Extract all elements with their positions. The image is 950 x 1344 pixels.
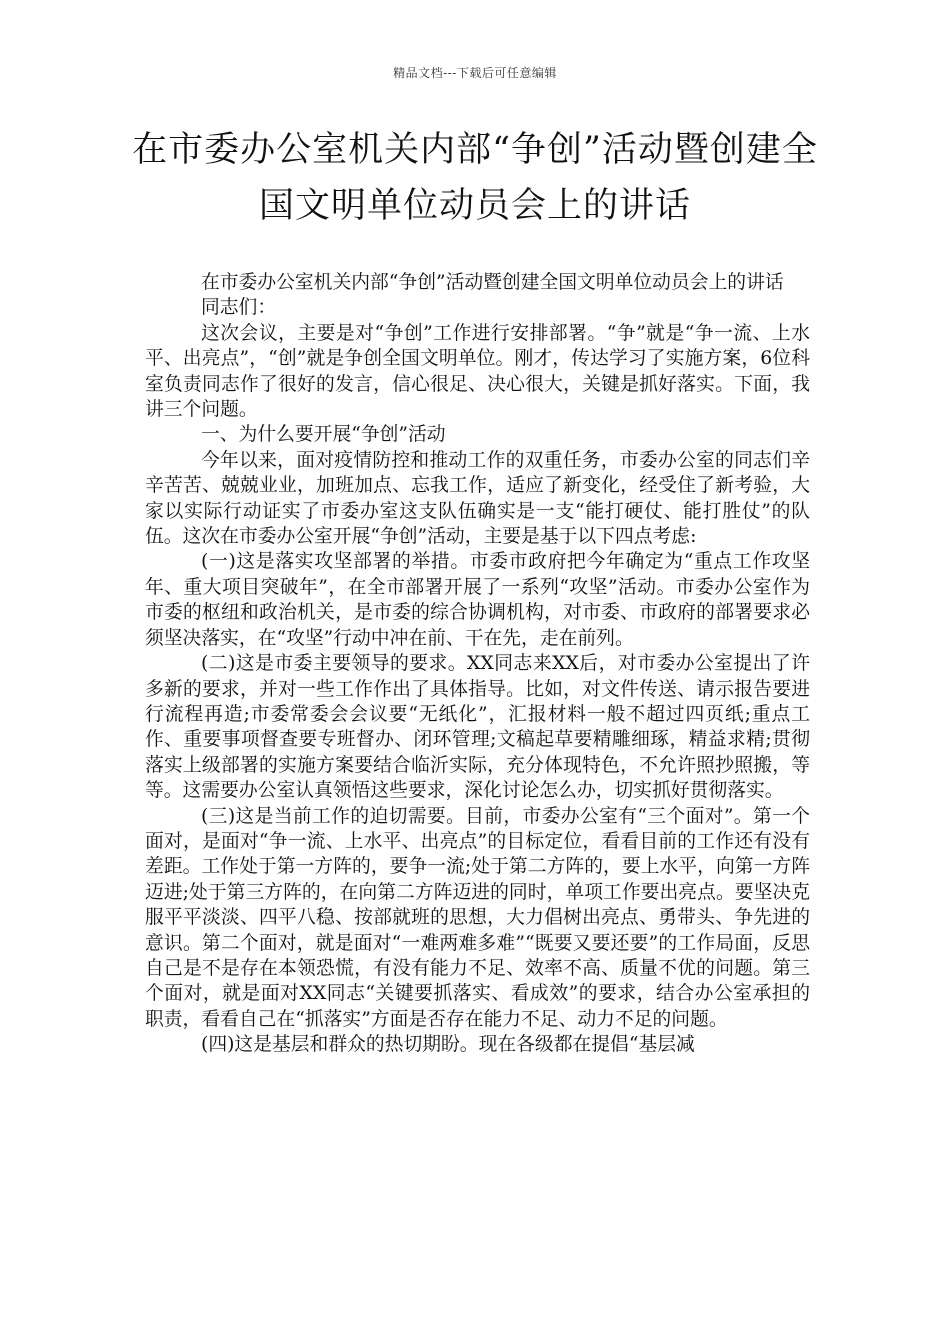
paragraph-background: 今年以来，面对疫情防控和推动工作的双重任务，市委办公室的同志们辛辛苦苦、兢兢业业，加班加点、忘我工作，适应了新变化，经受住了新考验，大家以实际行动证实了市委办室这支队伍确实是一支“能打硬仗、能打胜仗”的队伍。这次在市委办公室开展“争创”活动，主要是基于以下四点考虑: — [145, 449, 810, 548]
paragraph-point-1: (一)这是落实攻坚部署的举措。市委市政府把今年确定为“重点工作攻坚年、重大项目突破年”，在全市部署开展了一系列“攻坚”活动。市委办公室作为市委的枢纽和政治机关，是市委的综合协调机构，对市委、市政府的部署要求必须坚决落实，在“攻坚”行动中冲在前、干在先，走在前列。 — [145, 551, 810, 649]
paragraph-point-4: (四)这是基层和群众的热切期盼。现在各级都在提倡“基层减 — [201, 1034, 695, 1056]
page-header-note: 精品文档---下载后可任意编辑 — [393, 66, 557, 80]
paragraph-repeat-title: 在市委办公室机关内部“争创”活动暨创建全国文明单位动员会上的讲话 — [201, 272, 784, 293]
paragraph-point-3: (三)这是当前工作的迫切需要。目前，市委办公室有“三个面对”。第一个面对，是面对“争一流、上水平、出亮点”的目标定位，看看目前的工作还有没有差距。工作处于第一方阵的，要争一流;处于第二方阵的，要上水平，向第一方阵迈进;处于第三方阵的，在向第二方阵迈进的同时，单项工作要出亮点。要坚决克服平平淡淡、四平八稳、按部就班的思想，大力倡树出亮点、勇带头、争先进的意识。第二个面对，就是面对“一难两难多难”“既要又要还要”的工作局面，反思自己是不是存在本领恐慌，有没有能力不足、效率不高、质量不优的问题。第三个面对，就是面对XX同志“关键要抓落实、看成效”的要求，结合办公室承担的职责，看看自己在“抓落实”方面是否存在能力不足、动力不足的问题。 — [145, 805, 810, 1030]
document-body — [145, 270, 810, 1058]
paragraph-point-2: (二)这是市委主要领导的要求。XX同志来XX后，对市委办公室提出了许多新的要求，并对一些工作作出了具体指导。比如，对文件传送、请示报告要进行流程再造;市委常委会会议要“无纸化”，汇报材料一般不超过四页纸;重点工作、重要事项督查要专班督办、闭环管理;文稿起草要精雕细琢，精益求精;贯彻落实上级部署的实施方案要结合临沂实际，充分体现特色，不允许照抄照搬，等等。这需要办公室认真领悟这些要求，深化讨论怎么办，切实抓好贯彻落实。 — [145, 653, 810, 802]
paragraph-salutation: 同志们： — [201, 297, 277, 319]
document-title: 在市委办公室机关内部“争创”活动暨创建全国文明单位动员会上的讲话 — [132, 130, 818, 226]
paragraph-intro: 这次会议，主要是对“争创”工作进行安排部署。“争”就是“争一流、上水平、出亮点”，“创”就是争创全国文明单位。刚才，传达学习了实施方案，6位科室负责同志作了很好的发言，信心很足、决心很大，关键是抓好落实。下面，我讲三个问题。 — [145, 322, 810, 421]
section-heading-1: 一、为什么要开展“争创”活动 — [201, 424, 446, 446]
